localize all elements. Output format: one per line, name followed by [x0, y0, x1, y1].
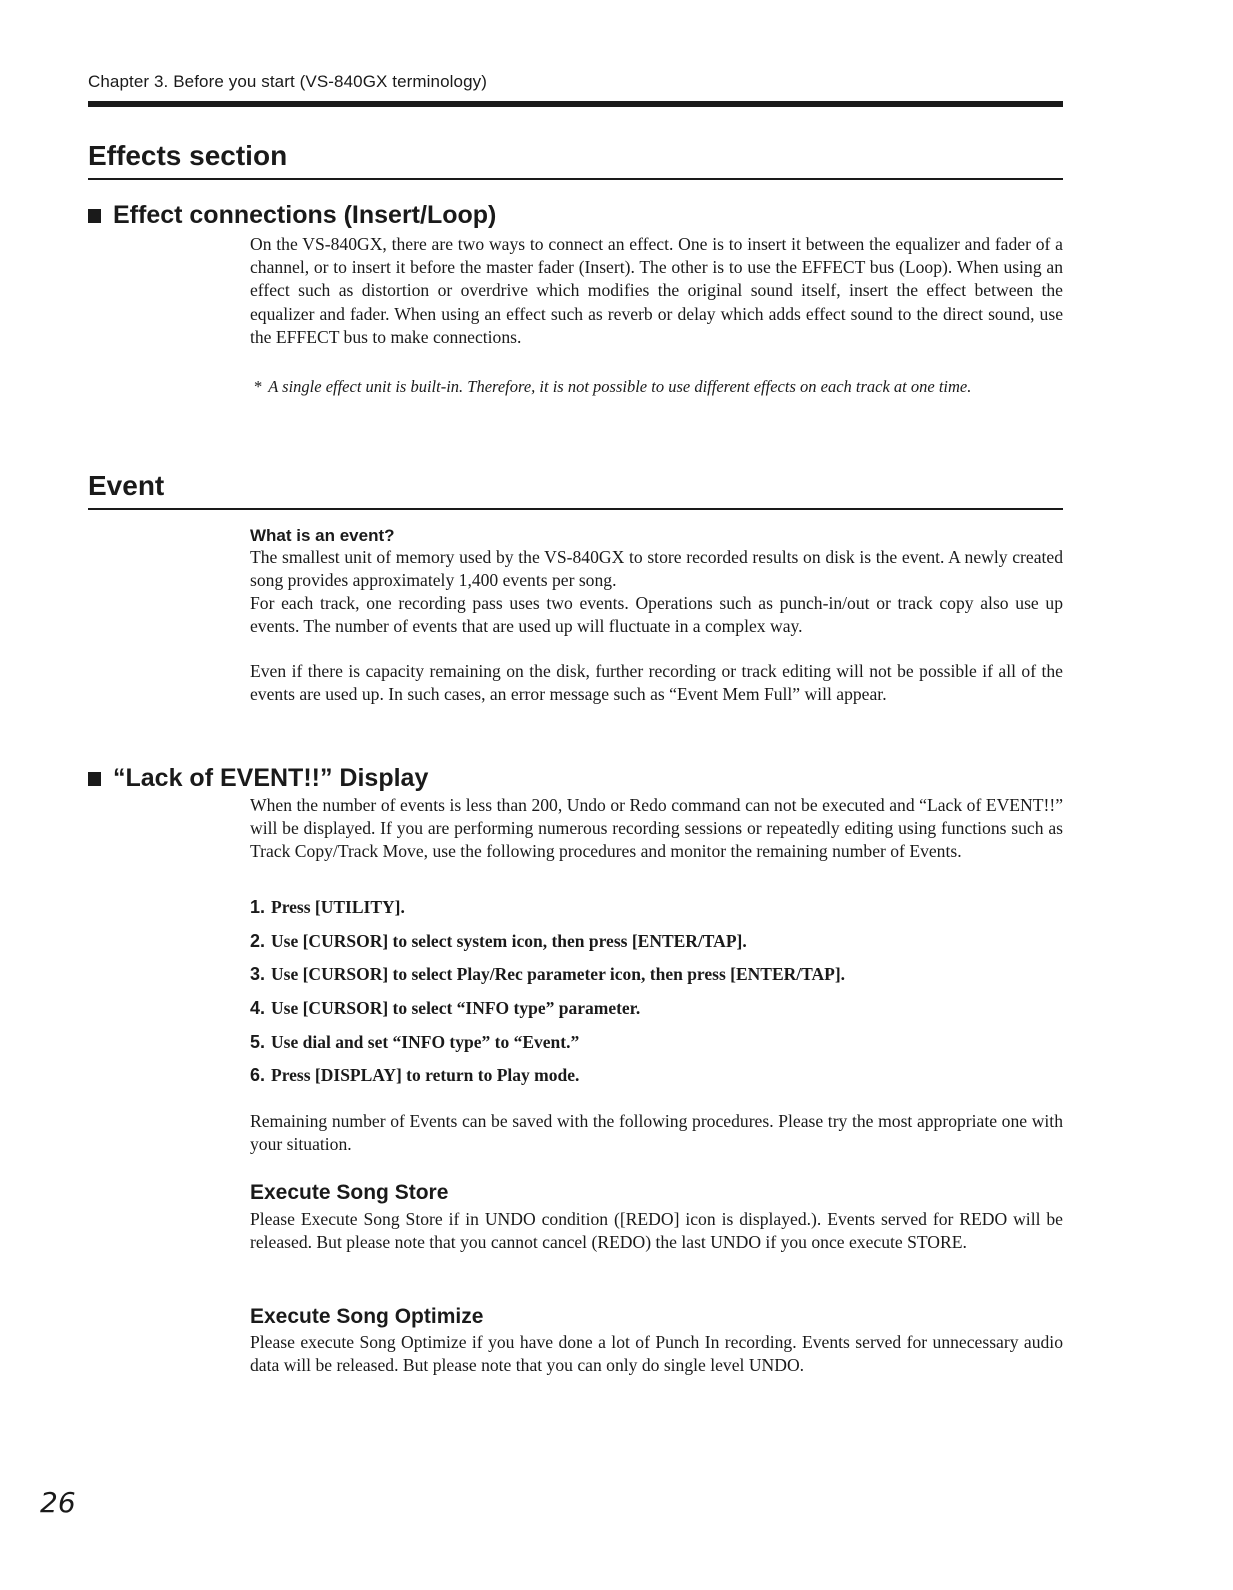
page-number: 26 — [40, 1486, 76, 1519]
what-is-event-title: What is an event? — [250, 526, 395, 545]
step-3: 3. Use [CURSOR] to select Play/Rec parameter icon, then press [ENTER/TAP]. — [250, 964, 846, 984]
effect-connections-title: Effect connections (Insert/Loop) — [113, 201, 497, 229]
heading-bullet-icon — [88, 209, 101, 223]
event-section-rule — [88, 508, 1063, 510]
step-2: 2. Use [CURSOR] to select system icon, then press [ENTER/TAP]. — [250, 931, 747, 951]
effect-note — [254, 375, 1063, 399]
header-rule — [88, 101, 1063, 107]
song-store-title: Execute Song Store — [250, 1181, 449, 1204]
event-para-1: The smallest unit of memory used by the VS-840GX to store recorded results on disk is the event. A newly created song provides approximately 1,400 events per song. — [250, 547, 1063, 591]
lack-of-event-title: “Lack of EVENT!!” Display — [113, 764, 429, 792]
event-para-3: Even if there is capacity remaining on the disk, further recording or track editing will not be possible if all of the events are used up. In such cases, an error message such as “Event Mem Full” will appear. — [250, 661, 1063, 705]
event-section-title: Event — [88, 470, 165, 501]
effects-section-title: Effects section — [88, 140, 288, 171]
event-para-2: For each track, one recording pass uses two events. Operations such as punch-in/out or track copy also use up events. The number of events that are used up will fluctuate in a complex way. — [250, 593, 1063, 637]
step-6: 6. Press [DISPLAY] to return to Play mode. — [250, 1065, 580, 1085]
note-asterisk: * — [254, 377, 263, 396]
song-optimize-title: Execute Song Optimize — [250, 1305, 484, 1328]
effect-note-text: A single effect unit is built-in. Therefore, it is not possible to use different effects on each track at one time. — [268, 377, 972, 396]
effect-connections-heading — [88, 201, 496, 230]
step-4: 4. Use [CURSOR] to select “INFO type” parameter. — [250, 998, 641, 1018]
effect-connections-body: On the VS-840GX, there are two ways to connect an effect. One is to insert it between the equalizer and fader of a channel, or to insert it before the master fader (Insert). The other is to use the EFFECT bus (Loop). When using an effect such as distortion or overdrive which modifies the original sound itself, insert the effect between the equalizer and fader. When using an effect such as reverb or delay which adds effect sound to the direct sound, use the EFFECT bus to make connections. — [250, 234, 1063, 347]
effects-section-rule — [88, 178, 1063, 180]
lack-of-event-intro: When the number of events is less than 200, Undo or Redo command can not be executed and “Lack of EVENT!!” will be displayed. If you are performing numerous recording sessions or repeatedly editing using functions such as Track Copy/Track Move, use the following procedures and monitor the remaining number of Events. — [250, 795, 1063, 862]
step-1: 1. Press [UTILITY]. — [250, 897, 405, 917]
song-optimize-body: Please execute Song Optimize if you have done a lot of Punch In recording. Events served for unnecessary audio data will be released. But please note that you can only do single level UNDO. — [250, 1332, 1063, 1376]
heading-bullet-icon — [88, 772, 101, 786]
step-5: 5. Use dial and set “INFO type” to “Event.” — [250, 1032, 580, 1052]
lack-of-event-heading — [88, 764, 428, 793]
song-store-body: Please Execute Song Store if in UNDO condition ([REDO] icon is displayed.). Events served for REDO will be released. But please note that you cannot cancel (REDO) the last UNDO if you once execute STORE. — [250, 1209, 1063, 1253]
remaining-events-text: Remaining number of Events can be saved with the following procedures. Please try the most appropriate one with your situation. — [250, 1111, 1063, 1155]
running-head: Chapter 3. Before you start (VS-840GX terminology) — [88, 72, 488, 91]
